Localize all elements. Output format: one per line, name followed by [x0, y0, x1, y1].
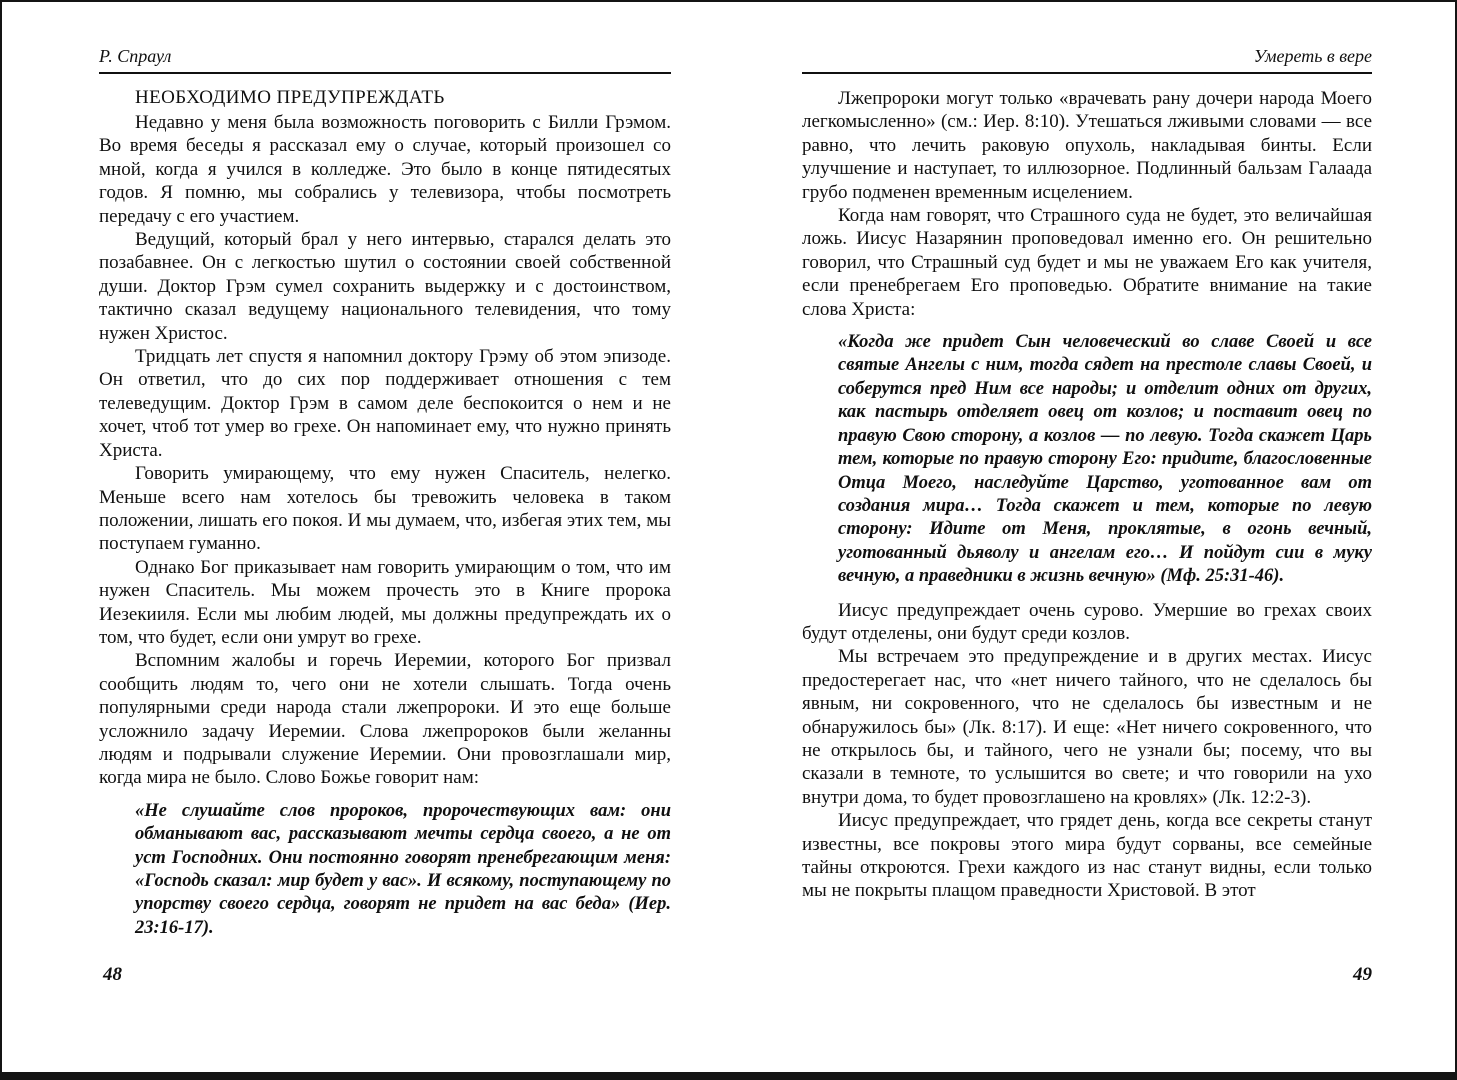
paragraph: Тридцать лет спустя я напомнил доктору Грэму об этом эпизоде. Он ответил, что до сих пор поддерживает отношения с тем телеведущим. Доктор Грэм в самом деле беспокоится о нем и не хочет, чтоб тот умер во грехе. Он напоминает ему, что нужно принять Христа. — [99, 346, 671, 461]
paragraph: Мы встречаем это предупреждение и в других местах. Иисус предостерегает нас, что «нет ничего тайного, что не сделалось бы явным, ни сокровенного, что не сделалось бы известным и не обнаружилось бы» (Лк. 8:17). И еще: «Нет ничего сокровенного, что не открылось бы, и тайного, чего не узнали бы; посему, что вы сказали в темноте, то услышится во свете; и что говорили на ухо внутри дома, то будет провозглашено на кровлях» (Лк. 12:2-3). — [802, 646, 1372, 808]
block-quote-matthew: «Когда же придет Сын человеческий во славе Своей и все святые Ангелы с ним, тогда сядет на престоле славы Своей, и соберутся пред Ним все народы; и отделит одних от других, как пастырь отделяет овец от козлов; и поставит овец по правую Свою сторону, а козлов — по левую. Тогда скажет Царь тем, которые по правую сторону Его: придите, благословенные Отца Моего, наследуйте Царство, уготованное вам от создания мира… Тогда скажет и тем, которые по левую сторону: Идите от Меня, проклятые, в огонь вечный, уготованный дьяволу и ангелам его… И пойдут сии в муку вечную, а праведники в жизнь вечную» (Мф. 25:31-46). — [838, 332, 1372, 587]
paragraph: Ведущий, который брал у него интервью, старался делать это позабавнее. Он с легкостью шутил о состоянии своей собственной души. Доктор Грэм сумел сохранить выдержку и с достоинством, тактично сказал ведущему национального телевидения, что тому нужен Христос. — [99, 229, 671, 344]
running-head-left-text: Р. Спраул — [99, 46, 172, 66]
header-rule-right — [802, 72, 1372, 74]
right-page — [802, 46, 1372, 903]
paragraph: Иисус предупреждает, что грядет день, когда все секреты станут известны, все покровы этого мира будут сорваны, все семейные тайны откроются. Грехи каждого из нас станут видны, если только мы не покрыты плащом праведности Христовой. В этот — [802, 810, 1372, 902]
page-number-left: 48 — [103, 964, 122, 985]
block-quote-jeremiah: «Не слушайте слов пророков, пророчествующих вам: они обманывают вас, рассказывают мечты сердца своего, а не от уст Господних. Они постоянно говорят пренебрегающим меня: «Господь сказал: мир будет у вас». И всякому, поступающему по упорству своего сердца, говорят не придет на вас беда» (Иер. 23:16-17). — [135, 800, 671, 938]
running-head-right — [802, 46, 1372, 74]
paragraph: Лжепророки могут только «врачевать рану дочери народа Моего легкомысленно» (см.: Иер. 8:10). Утешаться лживыми словами — все равно, что лечить раковую опухоль, накладывая бинты. Если улучшение и наступает, то иллюзорное. Подлинный бальзам Галаада грубо подменен временным исцелением. — [802, 88, 1372, 203]
left-page — [99, 46, 671, 950]
paragraph: Недавно у меня была возможность поговорить с Билли Грэмом. Во время беседы я рассказал ему о случае, который произошел со мной, когда я учился в колледже. Это было в конце пятидесятых годов. Я помню, мы собрались у телевизора, чтобы посмотреть передачу с его участием. — [99, 112, 671, 227]
running-head-left — [99, 46, 671, 74]
header-rule-left — [99, 72, 671, 74]
running-head-right-text: Умереть в вере — [1253, 46, 1372, 66]
paragraph: Говорить умирающему, что ему нужен Спаситель, нелегко. Меньше всего нам хотелось бы тревожить человека в таком положении, лишать его покоя. И мы думаем, что, избегая этих тем, мы поступаем гуманно. — [99, 463, 671, 555]
paragraph: Иисус предупреждает очень сурово. Умершие во грехах своих будут отделены, они будут среди козлов. — [802, 599, 1372, 644]
paragraph: Однако Бог приказывает нам говорить умирающим о том, что им нужен Спаситель. Мы можем прочесть это в Книге пророка Иезекииля. Если мы любим людей, мы должны предупреждать их о том, что будет, если они умрут во грехе. — [99, 556, 671, 648]
page-number-right: 49 — [1353, 964, 1372, 985]
paragraph: Когда нам говорят, что Страшного суда не будет, это величайшая ложь. Иисус Назарянин проповедовал именно его. Он решительно говорил, что Страшный суд будет и мы не уважаем Его как учителя, если пренебрегаем Его проповедью. Обратите внимание на такие слова Христа: — [802, 205, 1372, 320]
chapter-heading: НЕОБХОДИМО ПРЕДУПРЕЖДАТЬ — [135, 87, 445, 108]
paragraph: Вспомним жалобы и горечь Иеремии, которого Бог призвал сообщить людям то, чего они не хотели слышать. Тогда очень популярными среди народа стали лжепророки. И это еще больше усложнило задачу Иеремии. Слова лжепророков были желанны людям и подрывали служение Иеремии. Они провозглашали мир, когда мира не было. Слово Божье говорит нам: — [99, 650, 671, 789]
